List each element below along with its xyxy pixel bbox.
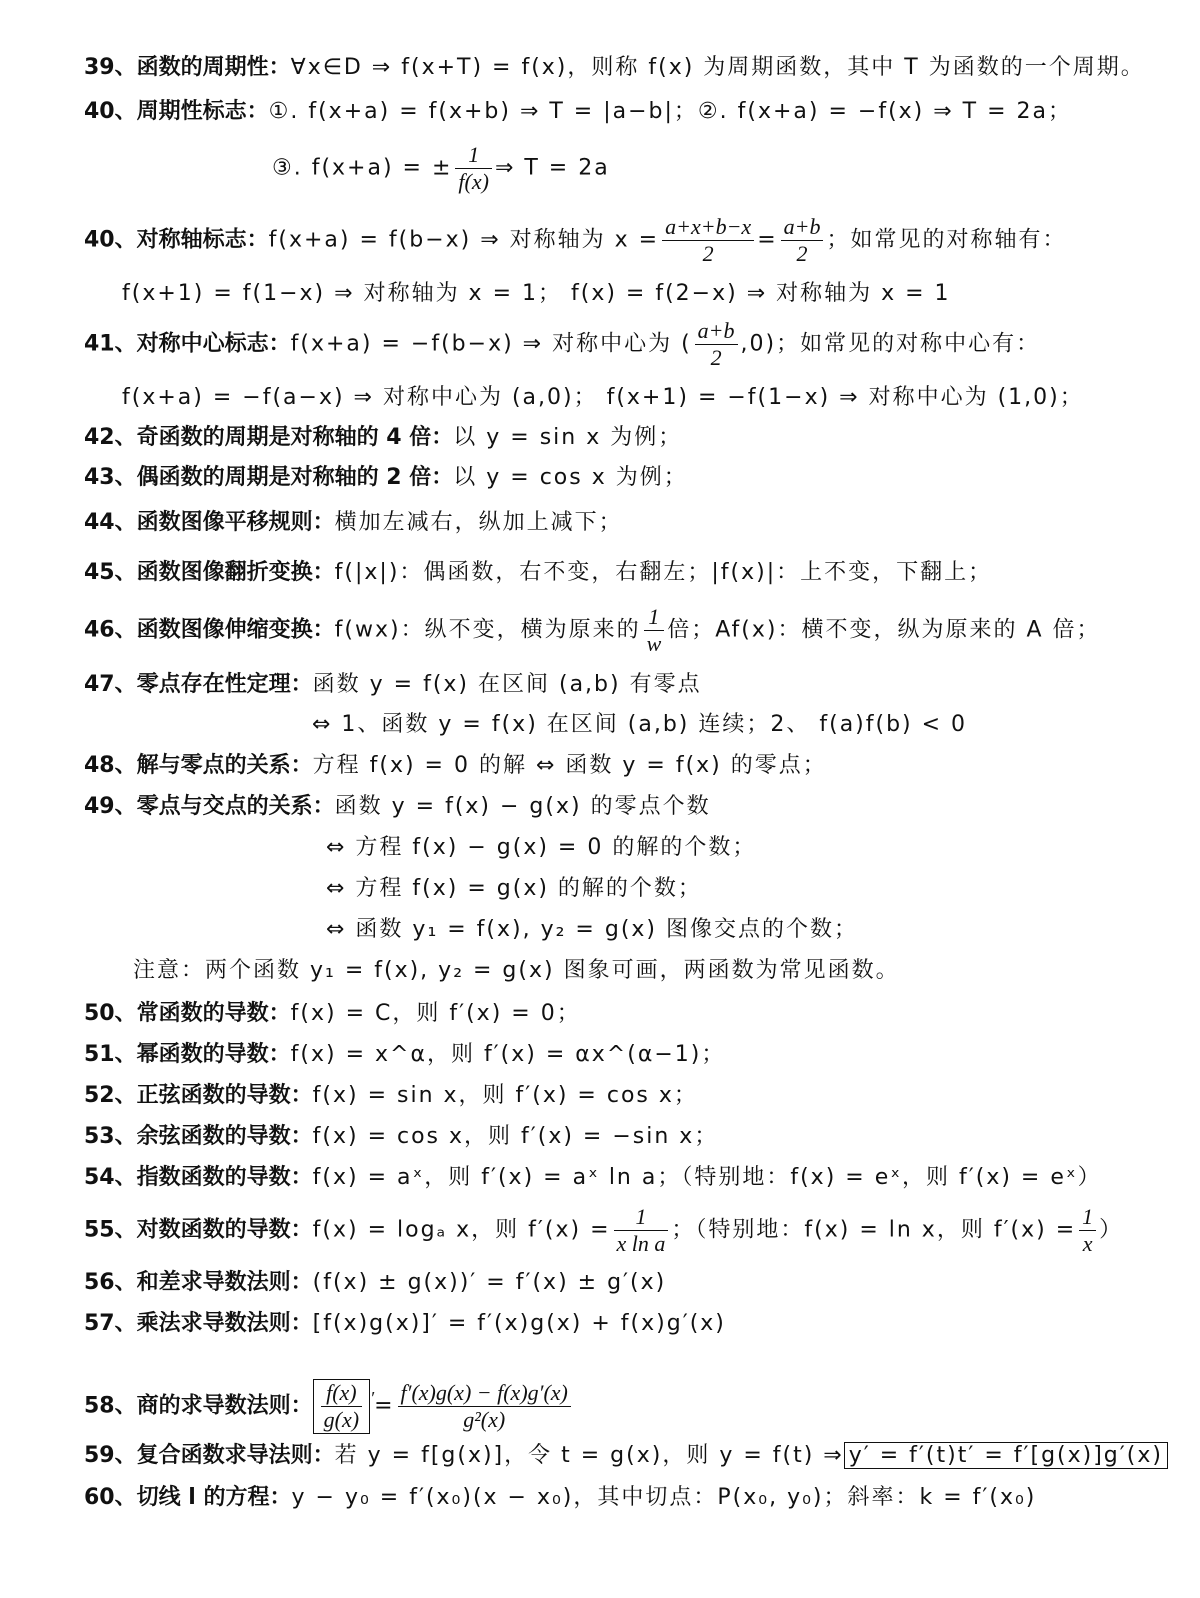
item-heading: 正弦函数的导数： [136,1083,313,1108]
item-text: 注意：两个函数 y₁ = f(x), y₂ = g(x) 图象可画，两函数为常见函数。 [133,958,900,983]
fraction [644,604,665,657]
fraction-numerator: a+x+b−x [662,214,754,241]
item-heading: 和差求导数法则： [136,1270,313,1295]
fraction [695,318,738,371]
fraction-denominator: 2 [702,241,714,266]
item-number: 51、 [84,1042,137,1067]
formula-prefix: f(x+a) = −f(b−x) ⇒ 对称中心为 ( [290,331,692,357]
fraction-denominator: x ln a [616,1231,666,1256]
item-39 [84,53,1145,83]
item-heading: 复合函数求导法则： [136,1443,335,1468]
item-heading: 函数的周期性： [136,55,291,80]
formula-prefix: 若 y = f[g(x)]，令 t = g(x)，则 y = f(t) ⇒ [334,1443,844,1468]
item-49-note [133,956,900,986]
item-49-step-3 [326,915,858,945]
item-text: ⇔ 1、函数 y = f(x) 在区间 (a,b) 连续；2、 f(a)f(b) < 0 [312,712,968,737]
bracket-group [313,1379,370,1434]
fraction-denominator: f(x) [458,169,489,194]
formula-prefix: f(x) = logₐ x，则 f′(x) = [312,1217,611,1243]
item-number: 50、 [84,1001,137,1026]
item-number: 44、 [84,510,137,535]
formula-suffix: ） [1099,1217,1124,1243]
item-number: 42、 [84,425,137,450]
fraction-denominator: g(x) [323,1407,360,1432]
item-heading: 对数函数的导数： [136,1217,313,1243]
item-number: 57、 [84,1311,137,1336]
item-41-examples [122,383,1084,413]
formula-middle: ；（特别地：f(x) = ln x，则 f′(x) = [671,1217,1077,1243]
item-60 [84,1483,1036,1513]
item-49-step-1 [326,833,756,863]
fraction-numerator: a+b [695,318,738,345]
item-45 [84,558,992,588]
item-heading: 切线 l 的方程： [136,1485,292,1510]
item-text: f(x) = sin x，则 f′(x) = cos x； [312,1083,698,1108]
item-heading: 函数图像伸缩变换： [136,617,335,643]
fraction [398,1380,571,1433]
item-text: 横加左减右，纵加上减下； [334,510,623,535]
item-heading: 偶函数的周期是对称轴的 2 倍： [136,465,454,490]
item-heading: 余弦函数的导数： [136,1124,313,1149]
formula-suffix: ⇒ T = 2a [494,155,610,181]
item-number: 40、 [84,227,137,253]
fraction-numerator: f′(x)g(x) − f(x)g′(x) [398,1380,571,1407]
formula-suffix: ；如常见的对称轴有： [826,227,1067,253]
item-text: 以 y = sin x 为例； [453,425,683,450]
item-text: (f(x) ± g(x))′ = f′(x) ± g′(x) [312,1270,667,1295]
item-53 [84,1122,718,1152]
fraction-numerator: f(x) [321,1380,362,1407]
item-heading: 零点与交点的关系： [136,794,335,819]
fraction [781,214,824,267]
fraction [614,1204,669,1257]
item-heading: 对称轴标志： [136,227,269,253]
item-text: ⇔ 函数 y₁ = f(x), y₂ = g(x) 图像交点的个数； [326,917,858,942]
fraction-denominator: w [646,631,662,656]
item-text: ⇔ 方程 f(x) − g(x) = 0 的解的个数； [326,835,757,860]
formula-prefix: f(x+a) = f(b−x) ⇒ 对称轴为 x = [268,227,660,253]
item-number: 55、 [84,1217,137,1243]
item-number: 52、 [84,1083,137,1108]
item-text: f(x) = C，则 f′(x) = 0； [290,1001,581,1026]
item-number: 43、 [84,465,137,490]
item-47-condition [312,710,967,740]
fraction [662,214,754,267]
item-47 [84,670,702,700]
item-number: 60、 [84,1485,137,1510]
formula-prefix: f(wx)：纵不变，横为原来的 [334,617,641,643]
fraction-numerator: 1 [1079,1204,1096,1231]
item-42 [84,423,682,453]
item-heading: 周期性标志： [136,99,269,124]
fraction-denominator: 2 [710,345,722,370]
item-number: 54、 [84,1165,137,1190]
item-number: 45、 [84,560,137,585]
item-55 [84,1204,1123,1257]
item-number: 56、 [84,1270,137,1295]
item-44 [84,508,623,538]
item-text: f(x) = cos x，则 f′(x) = −sin x； [312,1124,719,1149]
item-40-case-3 [272,142,610,195]
item-number: 41、 [84,331,137,357]
fraction [455,142,492,195]
fraction-denominator: x [1082,1231,1093,1256]
fraction [1079,1204,1096,1257]
item-40-symmetry-axis [84,214,1067,267]
formula-prefix: ③. f(x+a) = ± [272,155,453,181]
item-54 [84,1163,1102,1193]
prime-mark: ′ [370,1388,375,1409]
item-heading: 零点存在性定理： [136,672,313,697]
fraction-numerator: 1 [644,604,665,631]
fraction [321,1380,362,1433]
item-number: 53、 [84,1124,137,1149]
item-57 [84,1309,726,1339]
item-number: 49、 [84,794,137,819]
item-text: ①. f(x+a) = f(x+b) ⇒ T = |a−b|；②. f(x+a) = −f(x) ⇒ T = 2a； [268,99,1073,124]
item-56 [84,1268,666,1298]
item-heading: 函数图像平移规则： [136,510,335,535]
equals-sign: = [757,227,778,253]
item-text: 函数 y = f(x) − g(x) 的零点个数 [334,794,711,819]
item-heading: 对称中心标志： [136,331,291,357]
fraction-numerator: 1 [614,1204,669,1231]
item-number: 40、 [84,99,137,124]
fraction-denominator: 2 [796,241,808,266]
item-46 [84,604,1101,657]
item-43 [84,463,688,493]
item-49 [84,792,711,822]
item-number: 59、 [84,1443,137,1468]
item-text: ⇔ 方程 f(x) = g(x) 的解的个数； [326,876,702,901]
item-text: y − y₀ = f′(x₀)(x − x₀)，其中切点：P(x₀, y₀)；斜率：k = f′(x₀) [291,1485,1037,1510]
item-text: 方程 f(x) = 0 的解 ⇔ 函数 y = f(x) 的零点； [312,753,827,778]
item-49-step-2 [326,874,702,904]
item-heading: 商的求导数法则： [136,1393,313,1419]
item-text: f(x) = x^α，则 f′(x) = αx^(α−1)； [290,1042,726,1067]
item-40-periodic [84,97,1072,127]
item-number: 48、 [84,753,137,778]
item-48 [84,751,827,781]
item-59 [84,1441,1168,1471]
item-heading: 函数图像翻折变换： [136,560,335,585]
item-text: f(|x|)：偶函数，右不变，右翻左；|f(x)|：上不变，下翻上； [334,560,993,585]
item-number: 58、 [84,1393,137,1419]
item-text: f(x+1) = f(1−x) ⇒ 对称轴为 x = 1； f(x) = f(2−x) ⇒ 对称轴为 x = 1 [122,281,951,306]
item-number: 39、 [84,55,137,80]
item-40-examples [122,279,951,309]
item-heading: 乘法求导数法则： [136,1311,313,1336]
item-text: ∀x∈D ⇒ f(x+T) = f(x)，则称 f(x) 为周期函数，其中 T 为函数的一个周期。 [290,55,1145,80]
item-41 [84,318,1040,371]
item-text: [f(x)g(x)]′ = f′(x)g(x) + f(x)g′(x) [312,1311,726,1336]
item-text: 函数 y = f(x) 在区间 (a,b) 有零点 [312,672,702,697]
item-text: f(x) = aˣ，则 f′(x) = aˣ ln a；（特别地：f(x) = eˣ，则 f′(x) = eˣ） [312,1165,1102,1190]
fraction-numerator: a+b [781,214,824,241]
equals-sign: = [374,1393,395,1419]
item-50 [84,999,581,1029]
item-heading: 奇函数的周期是对称轴的 4 倍： [136,425,454,450]
formula-suffix: 倍；Af(x)：横不变，纵为原来的 A 倍； [667,617,1101,643]
item-58 [84,1379,574,1434]
item-heading: 幂函数的导数： [136,1042,291,1067]
fraction-denominator: g²(x) [463,1407,506,1432]
item-text: 以 y = cos x 为例； [453,465,688,490]
item-heading: 常函数的导数： [136,1001,291,1026]
item-heading: 指数函数的导数： [136,1165,313,1190]
item-number: 46、 [84,617,137,643]
item-52 [84,1081,698,1111]
item-number: 47、 [84,672,137,697]
item-heading: 解与零点的关系： [136,753,313,778]
item-text: f(x+a) = −f(a−x) ⇒ 对称中心为 (a,0)； f(x+1) = −f(1−x) ⇒ 对称中心为 (1,0)； [122,385,1084,410]
item-51 [84,1040,725,1070]
boxed-formula: y′ = f′(t)t′ = f′[g(x)]g′(x) [844,1442,1168,1469]
fraction-numerator: 1 [455,142,492,169]
formula-suffix: ,0)；如常见的对称中心有： [740,331,1041,357]
